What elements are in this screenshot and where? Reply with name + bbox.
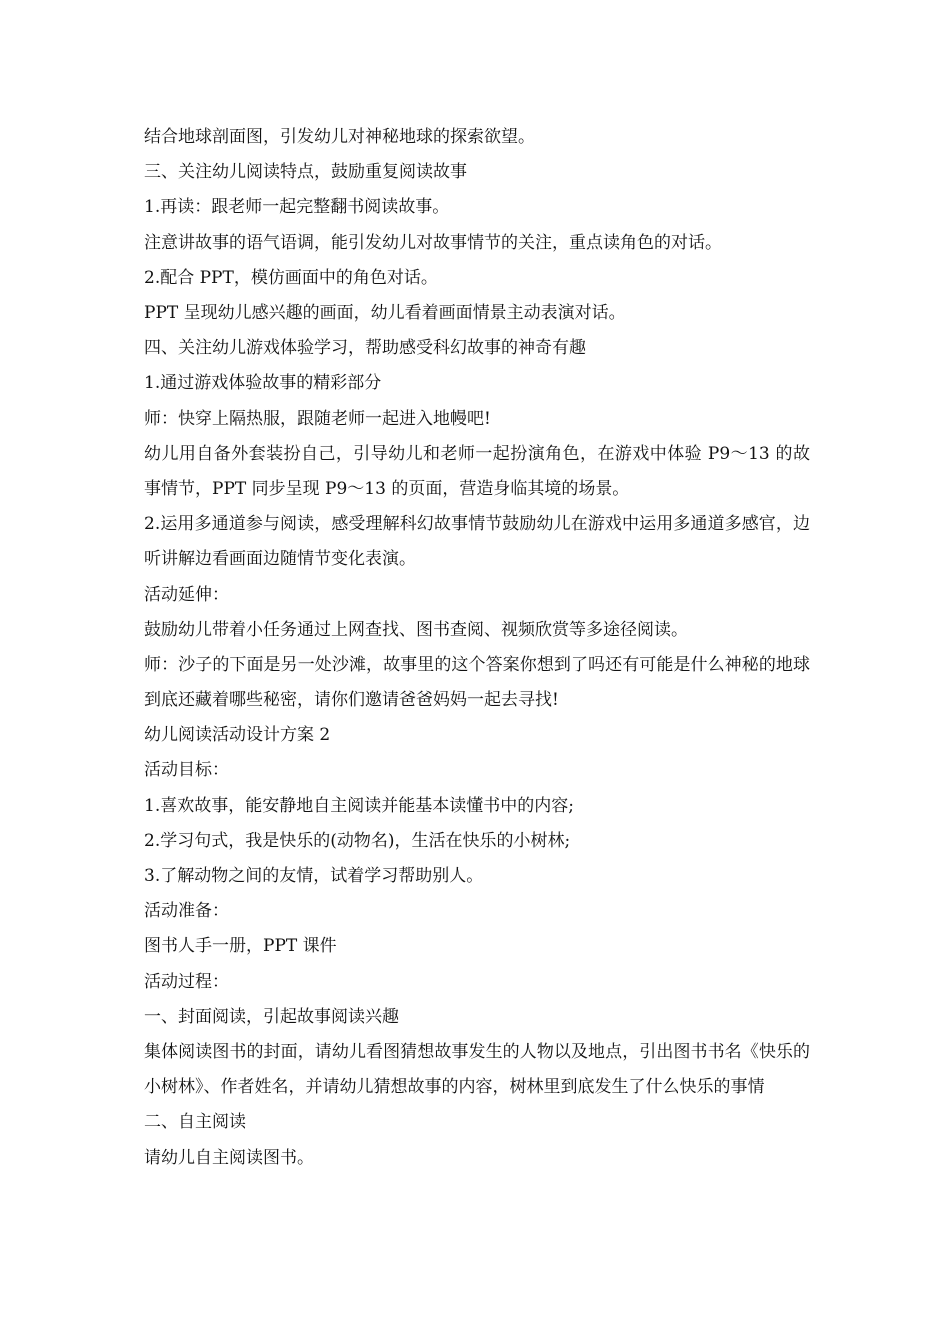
document-title: 幼儿阅读活动设计方案 2 <box>144 725 331 746</box>
section-heading: 活动延伸： <box>144 584 229 605</box>
section-heading: 活动准备： <box>144 901 229 922</box>
text-paragraph: 2.运用多通道参与阅读，感受理解科幻故事情节鼓励幼儿在游戏中运用多通道多感官，边听讲解边看画面边随情节变化表演。 <box>144 514 810 570</box>
section-heading: 活动目标： <box>144 760 229 781</box>
text-paragraph: 幼儿用自备外套装扮自己，引导幼儿和老师一起扮演角色，在游戏中体验 P9～13 的故事情节，PPT 同步呈现 P9～13 的页面，营造身临其境的场景。 <box>144 443 810 499</box>
text-line: 注意讲故事的语气语调，能引发幼儿对故事情节的关注，重点读角色的对话。 <box>144 232 722 253</box>
text-line: 结合地球剖面图，引发幼儿对神秘地球的探索欲望。 <box>144 127 535 147</box>
list-item: 1.喜欢故事，能安静地自主阅读并能基本读懂书中的内容; <box>144 795 574 816</box>
section-heading: 二、自主阅读 <box>144 1112 246 1133</box>
text-paragraph: 集体阅读图书的封面，请幼儿看图猜想故事发生的人物以及地点，引出图书书名《快乐的小树林》、作者姓名，并请幼儿猜想故事的内容，树林里到底发生了什么快乐的事情 <box>144 1041 810 1098</box>
list-item: 2.学习句式，我是快乐的(动物名)，生活在快乐的小树林; <box>144 830 571 851</box>
text-line: 鼓励幼儿带着小任务通过上网查找、图书查阅、视频欣赏等多途径阅读。 <box>144 619 688 640</box>
list-item: 3.了解动物之间的友情，试着学习帮助别人。 <box>144 866 484 887</box>
section-heading: 一、封面阅读，引起故事阅读兴趣 <box>144 1006 399 1027</box>
text-line: 图书人手一册，PPT 课件 <box>144 936 337 957</box>
text-line: PPT 呈现幼儿感兴趣的画面，幼儿看着画面情景主动表演对话。 <box>144 302 626 323</box>
section-heading: 三、关注幼儿阅读特点，鼓励重复阅读故事 <box>144 162 467 183</box>
text-line: 师：快穿上隔热服，跟随老师一起进入地幔吧! <box>144 408 491 429</box>
text-line: 1.通过游戏体验故事的精彩部分 <box>144 373 382 394</box>
text-line: 1.再读：跟老师一起完整翻书阅读故事。 <box>144 197 450 218</box>
document-body <box>144 120 810 1176</box>
text-paragraph: 师：沙子的下面是另一处沙滩，故事里的这个答案你想到了吗还有可能是什么神秘的地球到底还藏着哪些秘密，请你们邀请爸爸妈妈一起去寻找! <box>144 654 810 711</box>
section-heading: 四、关注幼儿游戏体验学习，帮助感受科幻故事的神奇有趣 <box>144 338 586 359</box>
text-line: 2.配合 PPT，模仿画面中的角色对话。 <box>144 267 438 288</box>
text-line: 请幼儿自主阅读图书。 <box>144 1147 314 1168</box>
section-heading: 活动过程： <box>144 971 229 992</box>
